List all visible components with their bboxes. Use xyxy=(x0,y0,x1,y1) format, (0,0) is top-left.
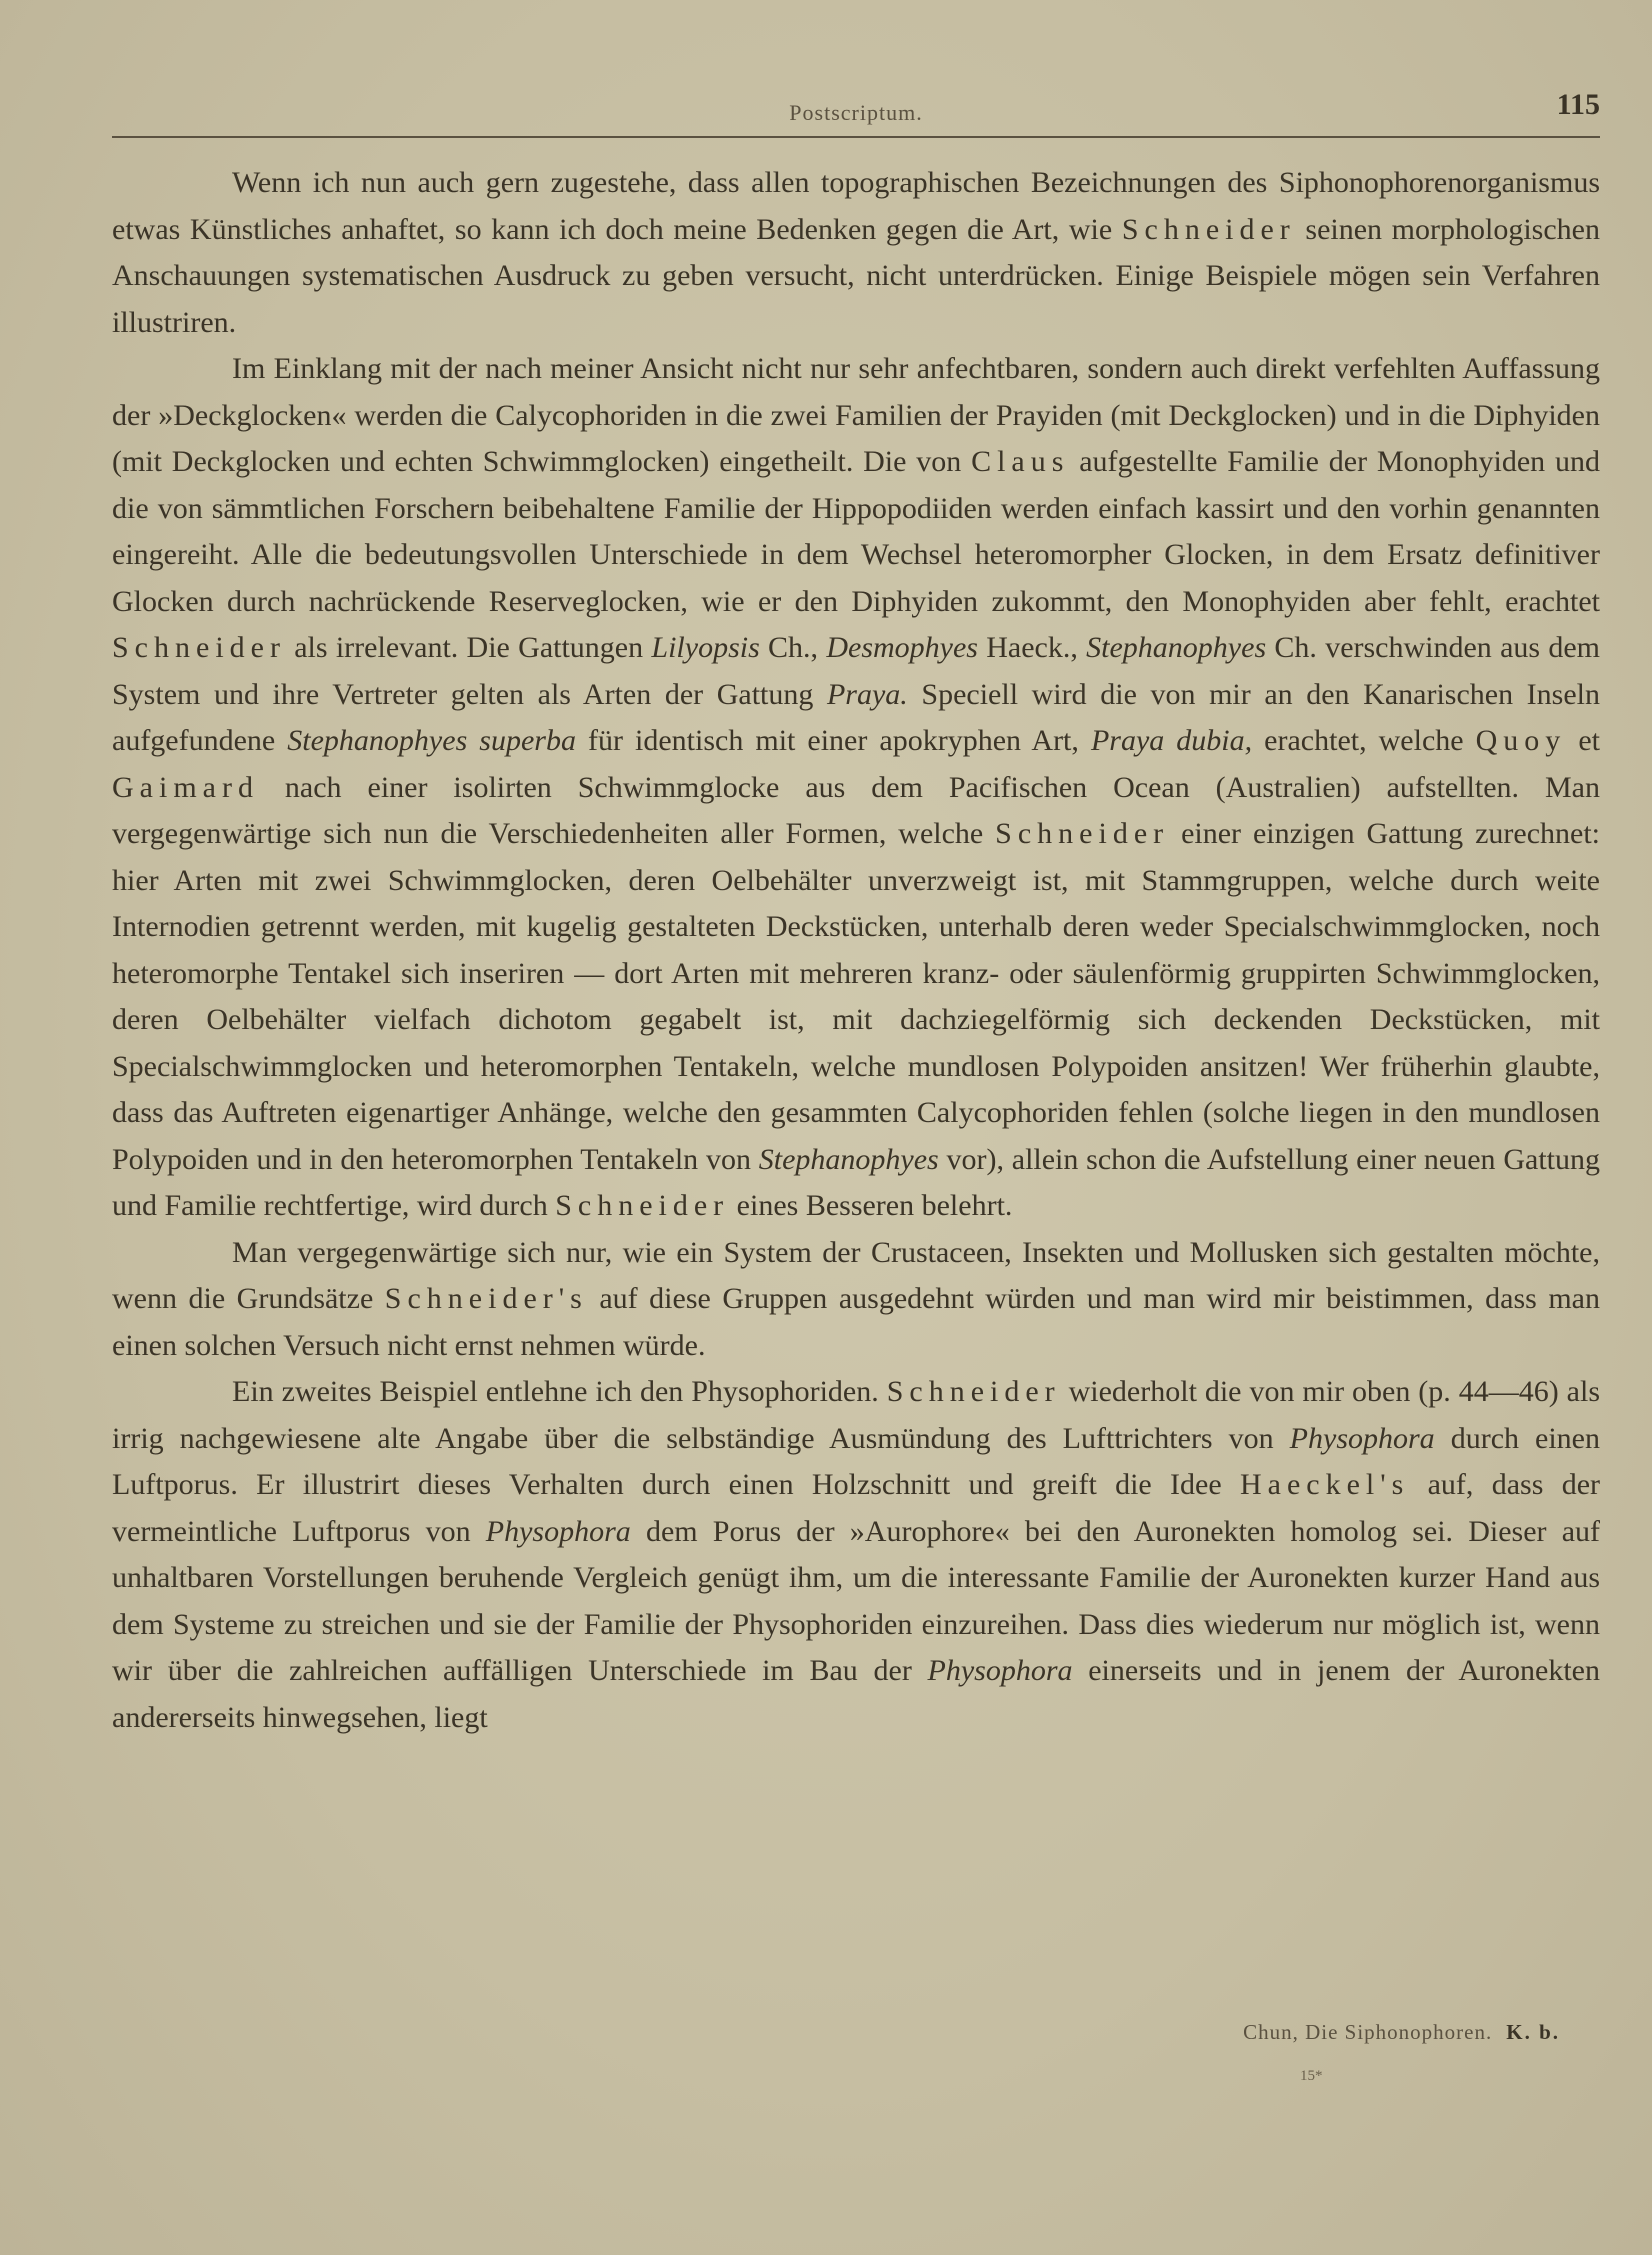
text-run: Man vergegenwärtige sich nur, wie ein System der Crustaceen, Insekten und Mollusken sich gestalten möchte, wenn die Grundsätze xyxy=(112,1235,1600,1315)
spaced-name: Haeckel's xyxy=(1239,1468,1410,1501)
sheet-number: 15* xyxy=(1300,2068,1323,2084)
text-run: auf diese Gruppen ausgedehnt würden und man wird mir beistimmen, dass man einen solchen Versuch nicht ernst nehmen würde. xyxy=(112,1282,1600,1362)
text-run: als irrelevant. Die Gattungen xyxy=(285,631,652,664)
italic-taxon: Physophora xyxy=(485,1514,631,1548)
body-text xyxy=(112,160,1600,1741)
italic-taxon: Lilyopsis xyxy=(651,631,760,664)
paragraph xyxy=(112,346,1600,1230)
spaced-name: Schneider xyxy=(995,817,1170,850)
text-run: Speciell wird die von mir an den Kanarischen Inseln aufgefundene xyxy=(112,677,1600,757)
signature-text: Chun, Die Siphonophoren. xyxy=(1243,2020,1493,2044)
text-run: et xyxy=(1566,724,1601,757)
spaced-name: Gaimard xyxy=(112,770,259,804)
text-run: Ein zweites Beispiel entlehne ich den Physophoriden. xyxy=(232,1375,887,1408)
text-run: erachtet, welche xyxy=(1252,724,1476,757)
page-number: 115 xyxy=(1556,88,1600,121)
italic-taxon: Stephanophyes xyxy=(1086,631,1267,664)
text-run: nach einer isolirten Schwimmglocke aus dem Pacifischen Ocean (Australien) aufstellten. Man vergegenwärtige sich nun die Verschiedenheiten aller Formen, welche xyxy=(112,770,1600,850)
page-header xyxy=(112,88,1600,138)
spaced-name: Claus xyxy=(971,445,1070,478)
italic-taxon: Desmophyes xyxy=(826,631,978,664)
header-rule xyxy=(112,136,1600,138)
italic-taxon: Praya. xyxy=(826,677,908,711)
text-run: eines Besseren belehrt. xyxy=(729,1189,1013,1222)
text-run: einer einzigen Gattung zurechnet: hier Arten mit zwei Schwimmglocken, deren Oelbehälter unverzweigt ist, mit Stammgruppen, welche durch weite Internodien getrennt werden, mit kugelig gestalteten Deckstücken, unterhalb deren weder Specialschwimmglocken, noch heteromorphe Tentakel sich inseriren — dort Arten mit mehreren kranz- oder säulenförmig gruppirten Schwimmglocken, deren Oelbehälter vielfach dichotom gegabelt ist, mit dachziegelförmig sich deckenden Deckstücken, mit Specialschwimmglocken und heteromorphen Tentakeln, welche mundlosen Polypoiden ansitzen! Wer früherhin glaubte, dass das Auftreten eigenartiger Anhänge, welche den gesammten Calycophoriden fehlen (solche liegen in den mundlosen Polypoiden und in den heteromorphen Tentakeln von xyxy=(112,817,1600,1176)
text-run: einerseits und in jenem der Auronekten andererseits hinwegsehen, liegt xyxy=(112,1654,1600,1734)
text-run: auf, dass der vermeintliche Luftporus von xyxy=(112,1468,1600,1548)
italic-taxon: Physophora xyxy=(927,1654,1073,1687)
paragraph xyxy=(112,1230,1600,1370)
text-run: Haeck., xyxy=(977,631,1087,664)
signature-mark: K. b. xyxy=(1506,2020,1560,2044)
spaced-name: Schneider xyxy=(886,1375,1061,1408)
text-run: wiederholt die von mir oben (p. 44—46) als irrig nachgewiesene alte Angabe über die selbständige Ausmündung des Lufttrichters von xyxy=(112,1375,1600,1455)
paragraph xyxy=(112,160,1600,346)
italic-taxon: Stephanophyes superba xyxy=(287,724,576,757)
text-run: aufgestellte Familie der Monophyiden und die von sämmtlichen Forschern beibehaltene Familie der Hippopodiiden werden einfach kassirt und den vorhin genannten eingereiht. Alle die bedeutungsvollen Unterschiede in dem Wechsel heteromorpher Glocken, in dem Ersatz definitiver Glocken durch nachrückende Reserveglocken, wie er den Diphyiden zukommt, den Monophyiden aber fehlt, erachtet xyxy=(112,445,1600,618)
text-run: vor), allein schon die Aufstellung einer neuen Gattung und Familie rechtfertige, wird durch xyxy=(112,1142,1600,1222)
spaced-name: Schneider xyxy=(1121,212,1296,246)
italic-taxon: Praya dubia, xyxy=(1090,724,1253,757)
italic-taxon: Stephanophyes xyxy=(758,1142,939,1176)
text-run: Ch. verschwinden aus dem System und ihre Vertreter gelten als Arten der Gattung xyxy=(112,631,1600,711)
text-run: durch einen Luftporus. Er illustrirt dieses Verhalten durch einen Holzschnitt und greift die Idee xyxy=(112,1421,1600,1501)
text-run: für identisch mit einer apokryphen Art, xyxy=(575,724,1091,757)
spaced-name: Quoy xyxy=(1475,724,1567,757)
text-run: dem Porus der »Aurophore« bei den Auronekten homolog sei. Dieser auf unhaltbaren Vorstellungen beruhende Vergleich genügt ihm, um die interessante Familie der Auronekten kurzer Hand aus dem Systeme zu streichen und sie der Familie der Physophoriden einzureihen. Dass dies wiederum nur möglich ist, wenn wir über die zahlreichen auffälligen Unterschiede im Bau der xyxy=(112,1514,1601,1687)
text-run: seinen morphologischen Anschauungen systematischen Ausdruck zu geben versucht, nicht unterdrücken. Einige Beispiele mögen sein Verfahren illustriren. xyxy=(112,212,1600,339)
text-run: Wenn ich nun auch gern zugestehe, dass allen topographischen Bezeichnungen des Siphonophorenorganismus etwas Künstliches anhaftet, so kann ich doch meine Bedenken gegen die Art, wie xyxy=(112,166,1600,246)
spaced-name: Schneider's xyxy=(384,1282,588,1315)
italic-taxon: Physophora xyxy=(1289,1421,1435,1455)
signature-line xyxy=(1243,2020,1560,2045)
text-run: Ch., xyxy=(759,631,827,664)
spaced-name: Schneider xyxy=(555,1189,730,1222)
paragraph xyxy=(112,1369,1600,1741)
spaced-name: Schneider xyxy=(112,631,286,664)
running-head: Postscriptum. xyxy=(789,100,923,125)
text-run: Im Einklang mit der nach meiner Ansicht nicht nur sehr anfechtbaren, sondern auch direkt verfehlten Auffassung der »Deckglocken« werden die Calycophoriden in die zwei Familien der Prayiden (mit Deckglocken) und in die Diphyiden (mit Deckglocken und echten Schwimmglocken) eingetheilt. Die von xyxy=(112,352,1600,478)
